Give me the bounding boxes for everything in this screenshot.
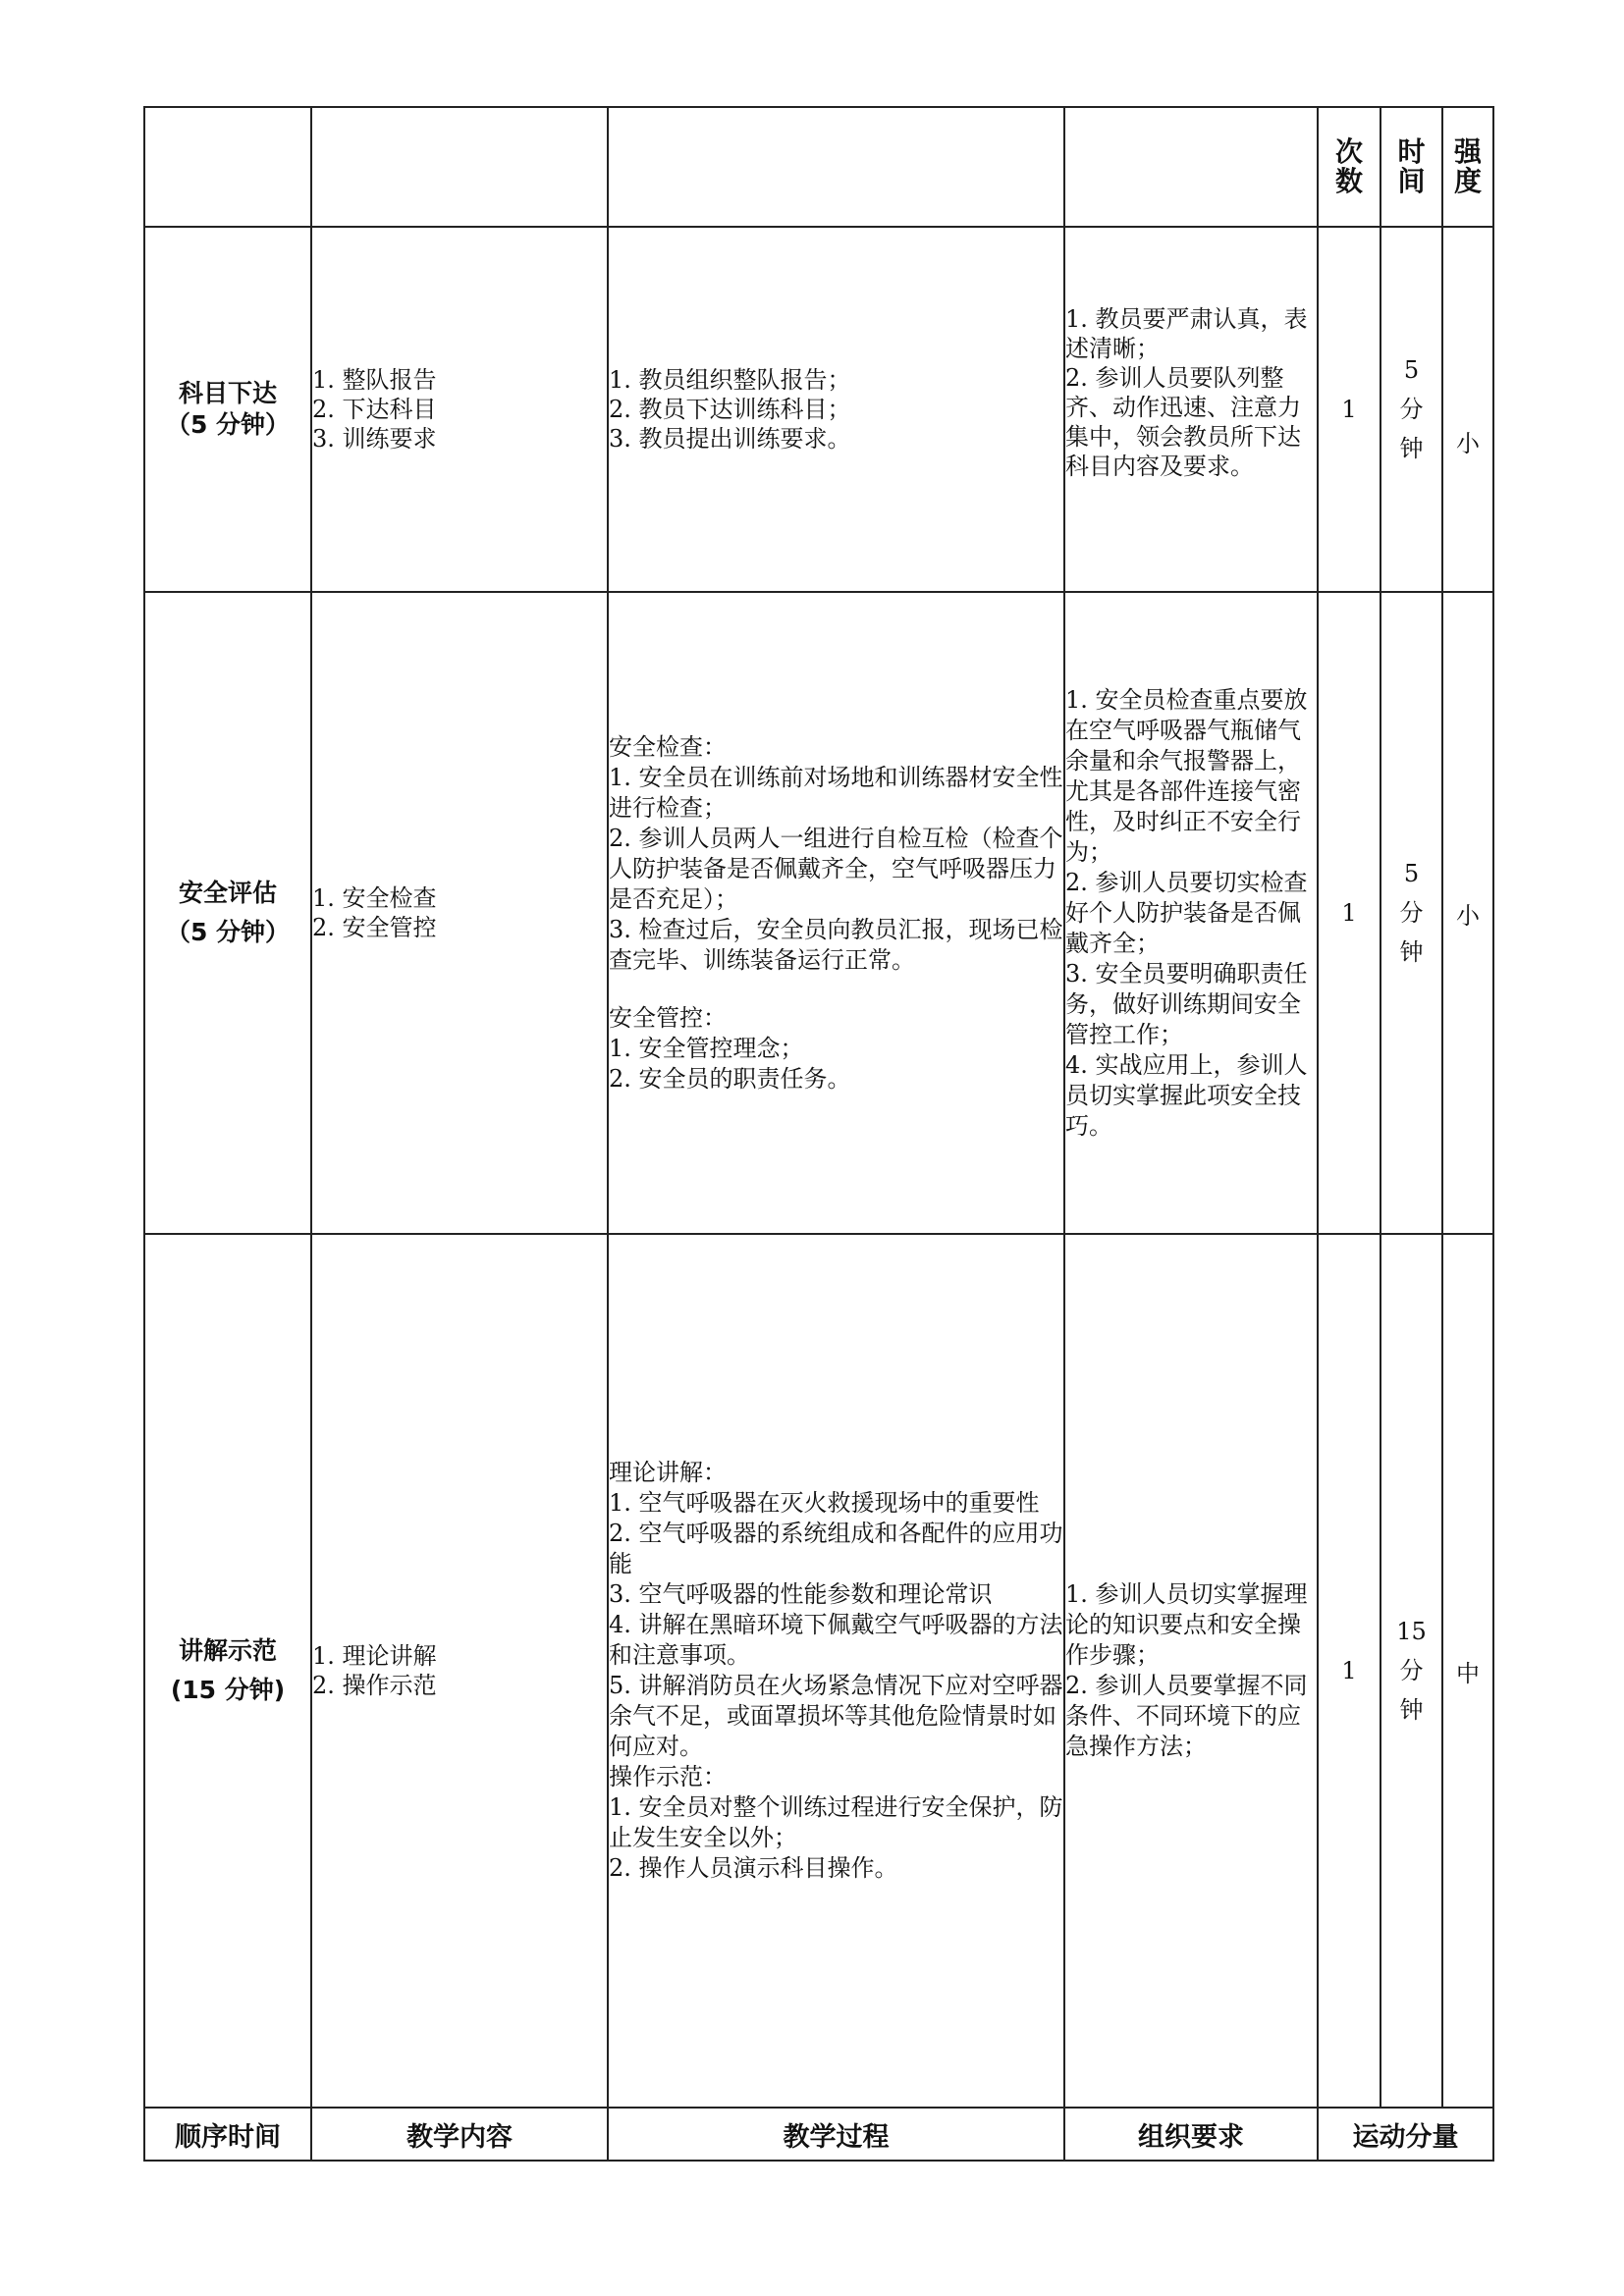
- table-row: [144, 227, 1493, 592]
- process-line: 3. 空气呼吸器的性能参数和理论常识: [609, 1580, 993, 1608]
- phase-duration: （5 分钟）: [165, 918, 291, 946]
- header-blank-3: [608, 107, 1064, 227]
- content-item: 2. 操作示范: [312, 1672, 437, 1699]
- time-cell: [1380, 227, 1442, 592]
- content-item: 3. 训练要求: [312, 425, 437, 453]
- phase-cell: [144, 1234, 311, 2108]
- footer-row: [144, 2108, 1493, 2161]
- process-line: 理论讲解：: [609, 1459, 727, 1486]
- phase-title: 安全评估: [178, 879, 277, 907]
- process-line: 2. 安全员的职责任务。: [609, 1064, 851, 1093]
- requirement-line: 1. 参训人员切实掌握理论的知识要点和安全操作步骤；: [1065, 1580, 1308, 1669]
- requirement-line: 2. 参训人员要掌握不同条件、不同环境下的应急操作方法；: [1065, 1672, 1308, 1760]
- content-item: 2. 下达科目: [312, 396, 437, 423]
- process-line: 1. 安全管控理念；: [609, 1034, 804, 1062]
- time-line: 5: [1403, 356, 1420, 384]
- process-cell: [608, 592, 1064, 1234]
- time-line: 钟: [1399, 1696, 1424, 1724]
- process-line: 4. 讲解在黑暗环境下佩戴空气呼吸器的方法和注意事项。: [609, 1611, 1063, 1669]
- phase-cell: [144, 227, 311, 592]
- header-blank-4: [1064, 107, 1318, 227]
- requirement-line: 1. 安全员检查重点要放在空气呼吸器气瓶储气余量和余气报警器上，尤其是各部件连接气密性，及时纠正不安全行为；: [1065, 685, 1308, 866]
- intensity-cell: 小: [1442, 592, 1493, 1234]
- content-item: 1. 理论讲解: [312, 1642, 437, 1670]
- requirement-line: 1. 教员要严肃认真，表述清晰；: [1065, 305, 1308, 362]
- time-line: 钟: [1399, 938, 1424, 966]
- footer-teaching-content: 教学内容: [311, 2108, 608, 2161]
- content-cell: [311, 1234, 608, 2108]
- header-time: 时间: [1380, 107, 1442, 227]
- process-line: 1. 安全员对整个训练过程进行安全保护，防止发生安全以外；: [609, 1793, 1063, 1851]
- requirement-line: 3. 安全员要明确职责任务，做好训练期间安全管控工作；: [1065, 959, 1308, 1048]
- process-cell: [608, 1234, 1064, 2108]
- time-line: 分: [1399, 899, 1424, 927]
- time-cell: [1380, 592, 1442, 1234]
- requirements-cell: [1064, 227, 1318, 592]
- process-line: 2. 操作人员演示科目操作。: [609, 1854, 898, 1882]
- requirement-line: 2. 参训人员要队列整齐、动作迅速、注意力集中，领会教员所下达科目内容及要求。: [1065, 364, 1301, 480]
- header-count: 次数: [1318, 107, 1380, 227]
- content-cell: [311, 592, 608, 1234]
- time-line: 15: [1396, 1618, 1427, 1645]
- intensity-cell: 小: [1442, 227, 1493, 592]
- content-item: 1. 安全检查: [312, 884, 437, 912]
- time-line: 分: [1399, 1657, 1424, 1684]
- footer-org-requirements: 组织要求: [1064, 2108, 1318, 2161]
- phase-duration: （5 分钟）: [165, 410, 291, 439]
- content-cell: [311, 227, 608, 592]
- footer-order-time: 顺序时间: [144, 2108, 311, 2161]
- header-intensity: 强度: [1442, 107, 1493, 227]
- process-line: 2. 教员下达训练科目；: [609, 396, 851, 423]
- requirements-cell: [1064, 592, 1318, 1234]
- process-line: 安全检查：: [609, 732, 727, 761]
- process-line: 操作示范：: [609, 1763, 727, 1790]
- header-row: [144, 107, 1493, 227]
- count-cell: 1: [1318, 1234, 1380, 2108]
- phase-title: 科目下达: [178, 379, 277, 407]
- count-cell: 1: [1318, 227, 1380, 592]
- count-cell: 1: [1318, 592, 1380, 1234]
- requirement-line: 2. 参训人员要切实检查好个人防护装备是否佩戴齐全；: [1065, 868, 1308, 957]
- time-line: 分: [1399, 396, 1424, 423]
- process-line: 3. 教员提出训练要求。: [609, 425, 851, 453]
- table-row: [144, 1234, 1493, 2108]
- phase-title: 讲解示范: [178, 1636, 277, 1665]
- process-line: 2. 参训人员两人一组进行自检互检（检查个人防护装备是否佩戴齐全，空气呼吸器压力是否充足）；: [609, 824, 1063, 913]
- process-line: 安全管控：: [609, 1003, 727, 1032]
- lesson-plan-table: [143, 106, 1494, 2162]
- time-cell: [1380, 1234, 1442, 2108]
- table-row: [144, 592, 1493, 1234]
- process-line: 3. 检查过后，安全员向教员汇报，现场已检查完毕、训练装备运行正常。: [609, 915, 1063, 974]
- header-blank-1: [144, 107, 311, 227]
- process-line: 1. 空气呼吸器在灭火救援现场中的重要性: [609, 1489, 1040, 1517]
- process-cell: [608, 227, 1064, 592]
- process-line: 1. 安全员在训练前对场地和训练器材安全性进行检查；: [609, 763, 1063, 822]
- time-line: 钟: [1399, 435, 1424, 462]
- process-line: 2. 空气呼吸器的系统组成和各配件的应用功能: [609, 1520, 1063, 1577]
- intensity-cell: 中: [1442, 1234, 1493, 2108]
- time-line: 5: [1403, 860, 1420, 887]
- phase-duration: (15 分钟): [170, 1676, 286, 1704]
- header-blank-2: [311, 107, 608, 227]
- phase-cell: [144, 592, 311, 1234]
- footer-exercise-load: 运动分量: [1318, 2108, 1493, 2161]
- content-item: 1. 整队报告: [312, 366, 437, 394]
- process-line: 5. 讲解消防员在火场紧急情况下应对空呼器余气不足，或面罩损坏等其他危险情景时如何应对。: [609, 1672, 1063, 1760]
- process-line: [609, 976, 1063, 1003]
- footer-teaching-process: 教学过程: [608, 2108, 1064, 2161]
- process-line: 1. 教员组织整队报告；: [609, 366, 851, 394]
- requirement-line: 4. 实战应用上，参训人员切实掌握此项安全技巧。: [1065, 1050, 1308, 1140]
- requirements-cell: [1064, 1234, 1318, 2108]
- content-item: 2. 安全管控: [312, 914, 437, 941]
